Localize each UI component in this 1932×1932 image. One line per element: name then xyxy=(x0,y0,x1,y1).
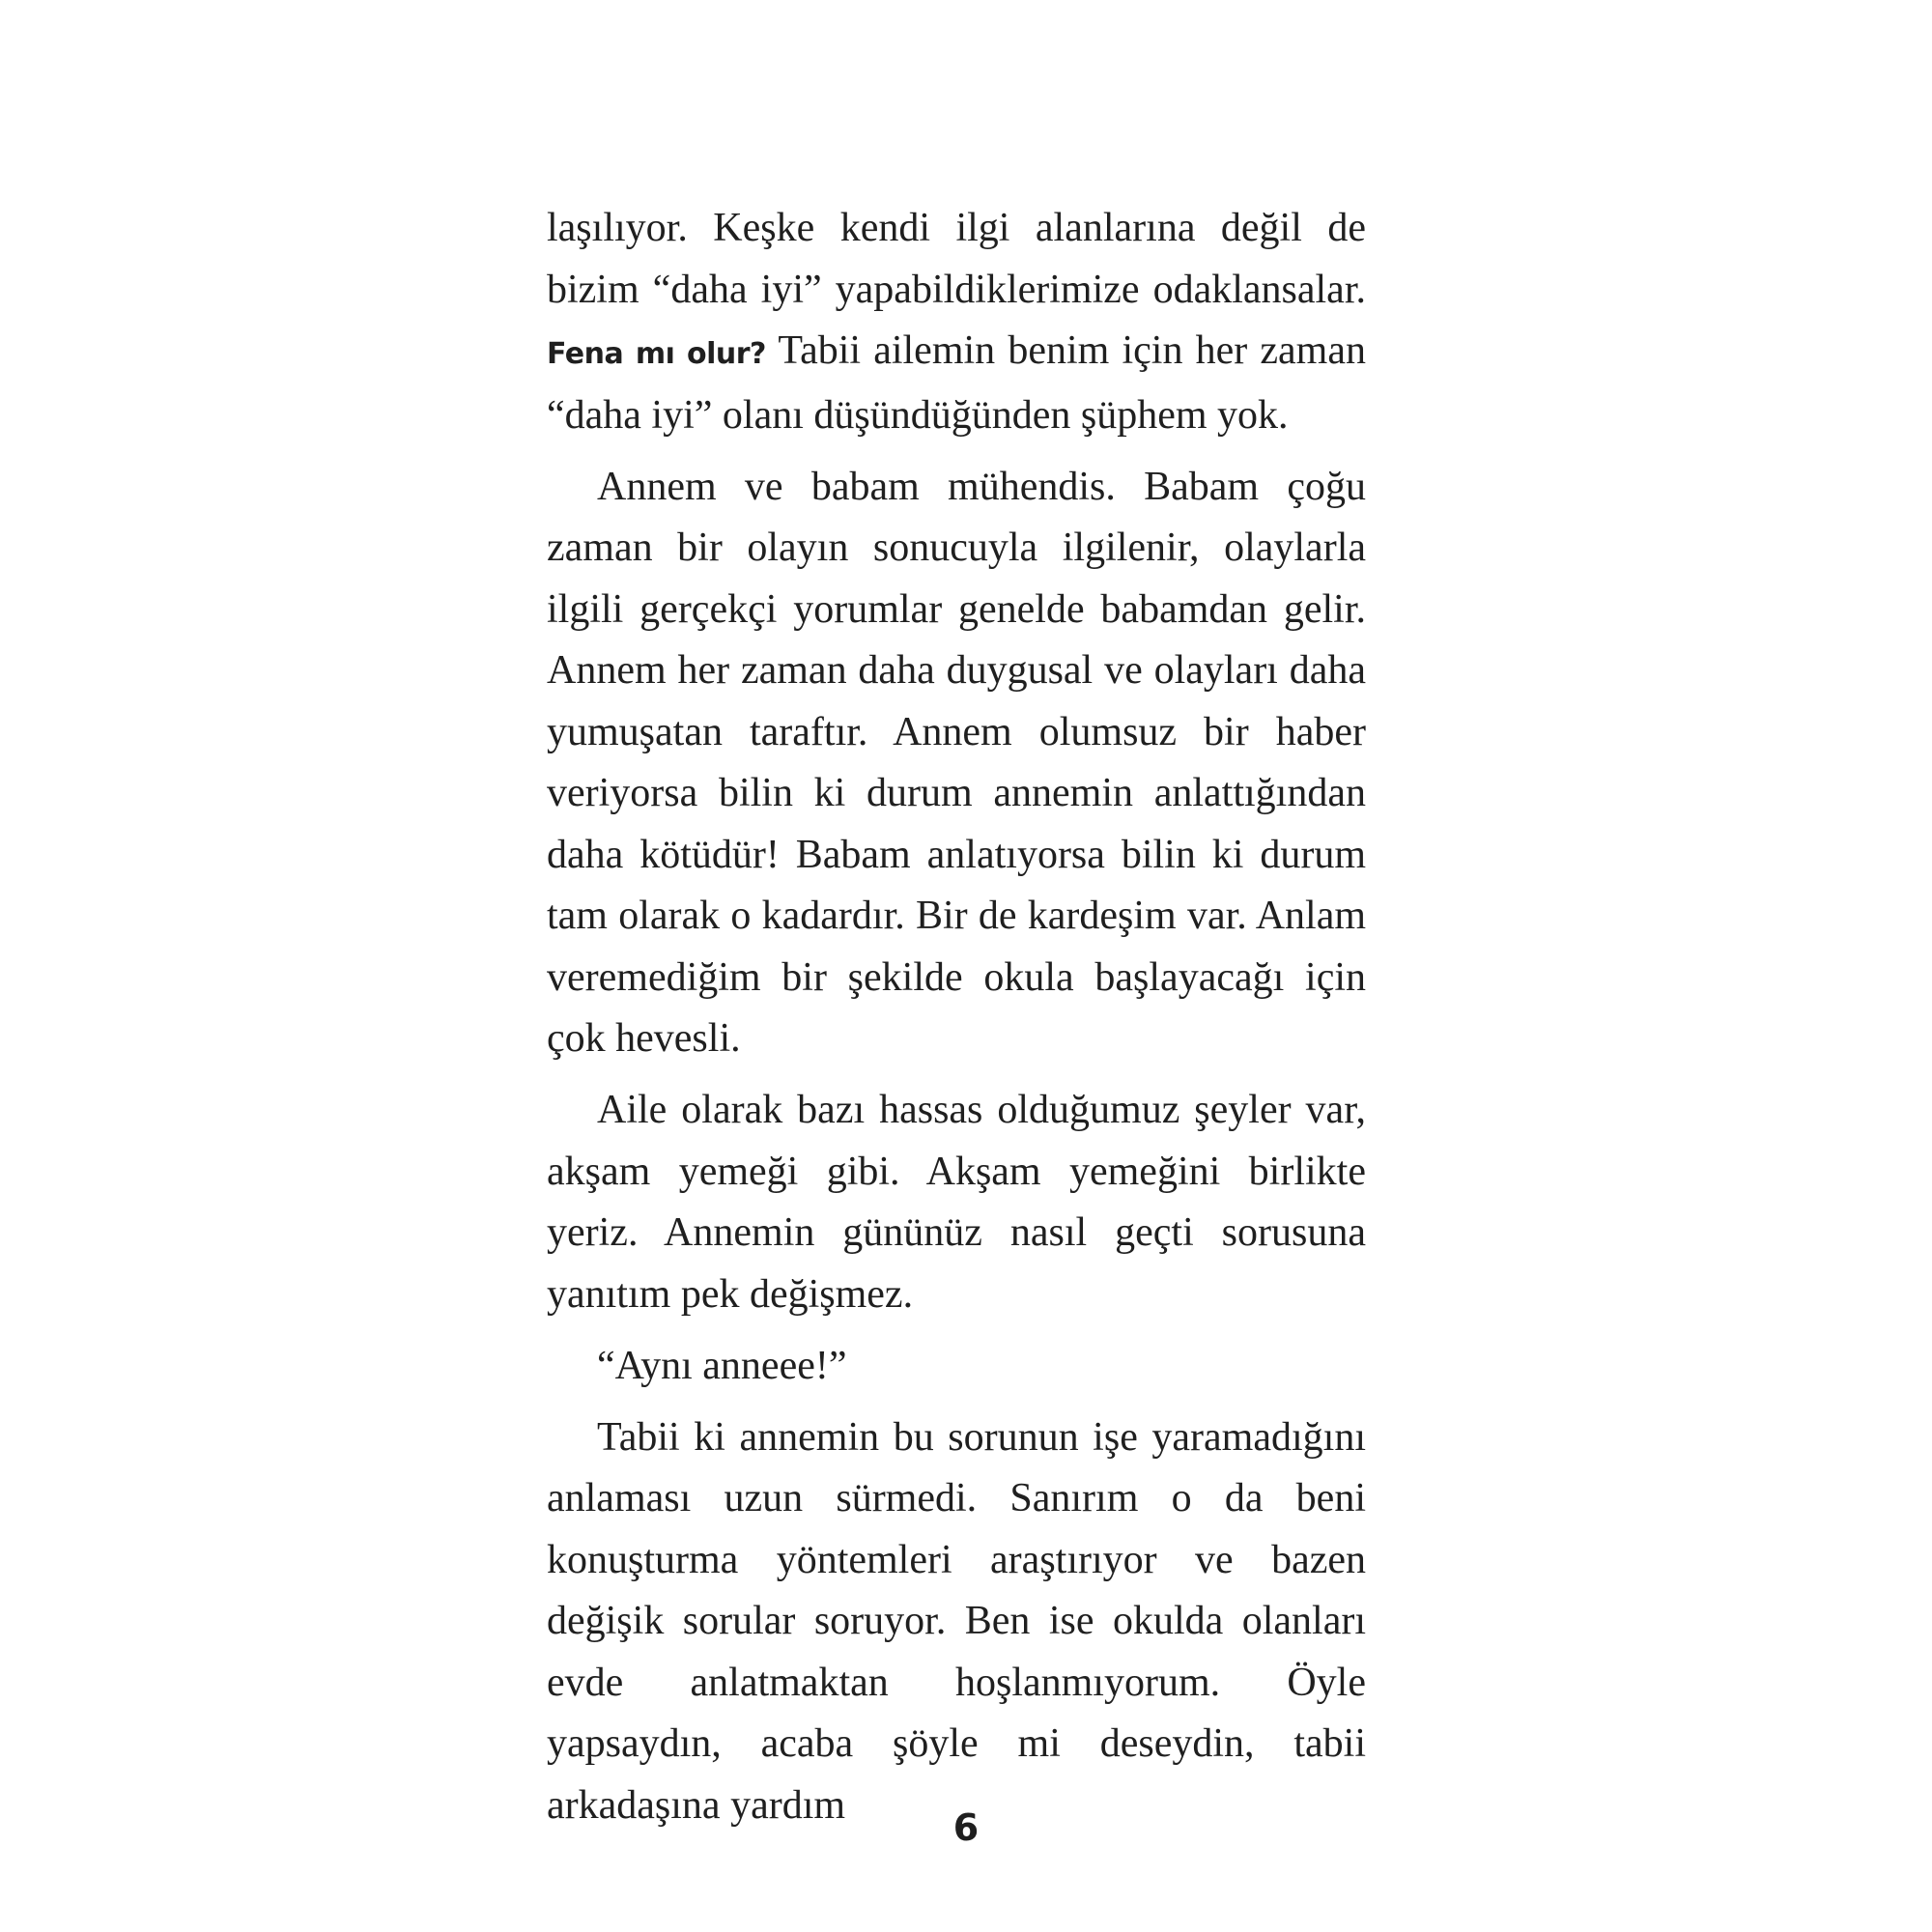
paragraph-5 xyxy=(547,1407,1366,1837)
body-text xyxy=(547,198,1366,1847)
text-segment: “Aynı anneee!” xyxy=(597,1343,847,1388)
text-segment: Aile olarak bazı hassas olduğumuz şeyler var, akşam yemeği gibi. Akşam yemeğini birlikte yeriz. Annemin gününüz nasıl geçti sorusuna yanıtım pek değişmez. xyxy=(547,1088,1366,1317)
paragraph-4-dialogue xyxy=(547,1336,1366,1398)
page-number: 6 xyxy=(952,1806,980,1849)
text-segment: Tabii ailemin benim için her zaman “daha iyi” olanı düşündüğünden şüphem yok. xyxy=(547,328,1366,438)
text-segment: laşılıyor. Keşke kendi ilgi alanlarına değil de bizim “daha iyi” yapabildiklerimize odaklansalar. xyxy=(547,206,1366,312)
text-segment: Annem ve babam mühendis. Babam çoğu zaman bir olayın sonucuyla ilgilenir, olaylarla ilgili gerçekçi yorumlar genelde babamdan gelir. Annem her zaman daha duygusal ve olayları daha yumuşatan taraftır. Annem olumsuz bir haber veriyorsa bilin ki durum annemin anlattığından daha kötüdür! Babam anlatıyorsa bilin ki durum tam olarak o kadardır. Bir de kardeşim var. Anlam veremediğim bir şekilde okula başlayacağı için çok hevesli. xyxy=(547,464,1366,1061)
paragraph-3 xyxy=(547,1080,1366,1325)
text-segment: Tabii ki annemin bu sorunun işe yaramadığını anlaması uzun sürmedi. Sanırım o da beni konuşturma yöntemleri araştırıyor ve bazen değişik sorular soruyor. Ben ise okulda olanları evde anlatmaktan hoşlanmıyorum. Öyle yapsaydın, acaba şöyle mi deseydin, tabii arkadaşına yardım xyxy=(547,1414,1366,1828)
paragraph-2 xyxy=(547,457,1366,1070)
emphasis-phrase: Fena mı olur? xyxy=(547,337,766,371)
paragraph-1 xyxy=(547,198,1366,446)
